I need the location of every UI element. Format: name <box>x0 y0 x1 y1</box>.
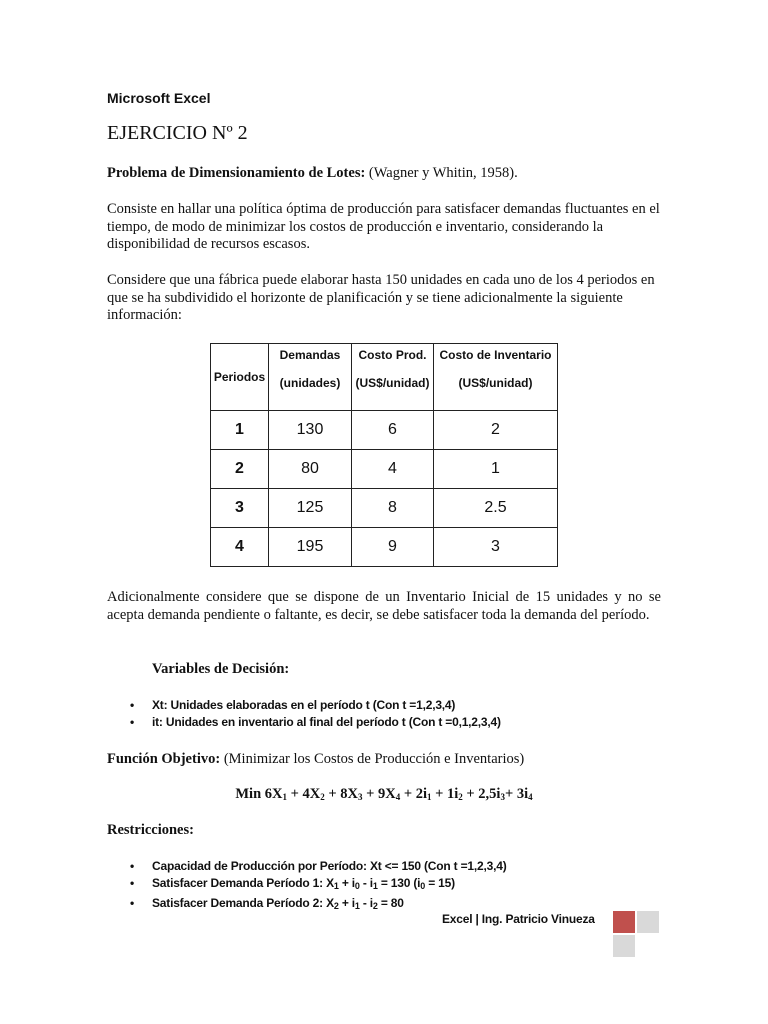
table-cell: 4 <box>352 450 434 489</box>
exercise-title: EJERCICIO Nº 2 <box>107 122 248 144</box>
list-item: • Capacidad de Producción por Período: Xt <= 150 (Con t =1,2,3,4) <box>130 858 507 875</box>
paragraph-inventory: Adicionalmente considere que se dispone de un Inventario Inicial de 15 unidades y no se acepta demanda pendiente o faltante, es decir, se debe satisfacer toda la demanda del período. <box>107 589 661 623</box>
header-costo-inventario: Costo de Inventario (US$/unidad) <box>434 344 558 411</box>
table-cell: 3 <box>211 489 269 528</box>
table-cell: 130 <box>269 411 352 450</box>
problem-reference: (Wagner y Whitin, 1958). <box>365 165 518 181</box>
table-row <box>211 489 558 528</box>
problem-statement <box>107 165 518 182</box>
data-table <box>210 343 558 567</box>
problem-label: Problema de Dimensionamiento de Lotes: <box>107 165 366 181</box>
table-cell: 3 <box>434 528 558 567</box>
table-cell: 2.5 <box>434 489 558 528</box>
list-item: • Xt: Unidades elaboradas en el período t (Con t =1,2,3,4) <box>130 697 501 714</box>
header-demandas: Demandas (unidades) <box>269 344 352 411</box>
objective-label: Función Objetivo: <box>107 751 221 767</box>
table-cell: 6 <box>352 411 434 450</box>
paragraph-factory: Considere que una fábrica puede elaborar hasta 150 unidades en cada uno de los 4 periodos en que se ha subdividido el horizonte de planificación y se tiene adicionalmente la siguiente información: <box>107 272 655 323</box>
footer-accent-gray <box>637 911 659 933</box>
page-footer: Excel | Ing. Patricio Vinueza <box>442 912 595 926</box>
table-cell: 2 <box>434 411 558 450</box>
footer-accent-red <box>613 911 635 933</box>
table-cell: 1 <box>434 450 558 489</box>
objective-statement <box>107 751 524 768</box>
table-header-row <box>211 344 558 411</box>
header-periodos: Periodos <box>211 344 269 411</box>
footer-accent-gray <box>613 935 635 957</box>
table-row <box>211 528 558 567</box>
table-cell: 1 <box>211 411 269 450</box>
variables-list <box>130 697 501 731</box>
list-item: • Satisfacer Demanda Período 1: $X_1 + i_0 - i_1 = 130$ $(i_0 = 15)$ <box>130 875 507 895</box>
table-cell: 80 <box>269 450 352 489</box>
list-item: • Satisfacer Demanda Período 2: $X_2 + i_1 - i_2 = 80$ <box>130 895 507 915</box>
list-item: • it: Unidades en inventario al final del período t (Con t =0,1,2,3,4) <box>130 714 501 731</box>
restrictions-heading: Restricciones: <box>107 822 194 838</box>
restrictions-list <box>130 858 507 915</box>
variables-heading: Variables de Decisión: <box>152 661 290 677</box>
objective-formula: Min $6X_1 + 4X_2 + 8X_3 + 9X_4 + 2i_1 + 1i_2 + 2,5i_3+ 3i_4$ <box>235 786 533 802</box>
table-row <box>211 411 558 450</box>
table-cell: 195 <box>269 528 352 567</box>
table-row <box>211 450 558 489</box>
table-cell: 8 <box>352 489 434 528</box>
table-cell: 9 <box>352 528 434 567</box>
header-costo-prod: Costo Prod. (US$/unidad) <box>352 344 434 411</box>
table-cell: 125 <box>269 489 352 528</box>
paragraph-description: Consiste en hallar una política óptima de producción para satisfacer demandas fluctuantes en el tiempo, de modo de minimizar los costos de producción e inventario, considerando la disponibilidad de recursos escasos. <box>107 201 660 252</box>
table-cell: 2 <box>211 450 269 489</box>
table-cell: 4 <box>211 528 269 567</box>
app-name: Microsoft Excel <box>107 90 211 106</box>
objective-text: (Minimizar los Costos de Producción e Inventarios) <box>220 751 525 767</box>
